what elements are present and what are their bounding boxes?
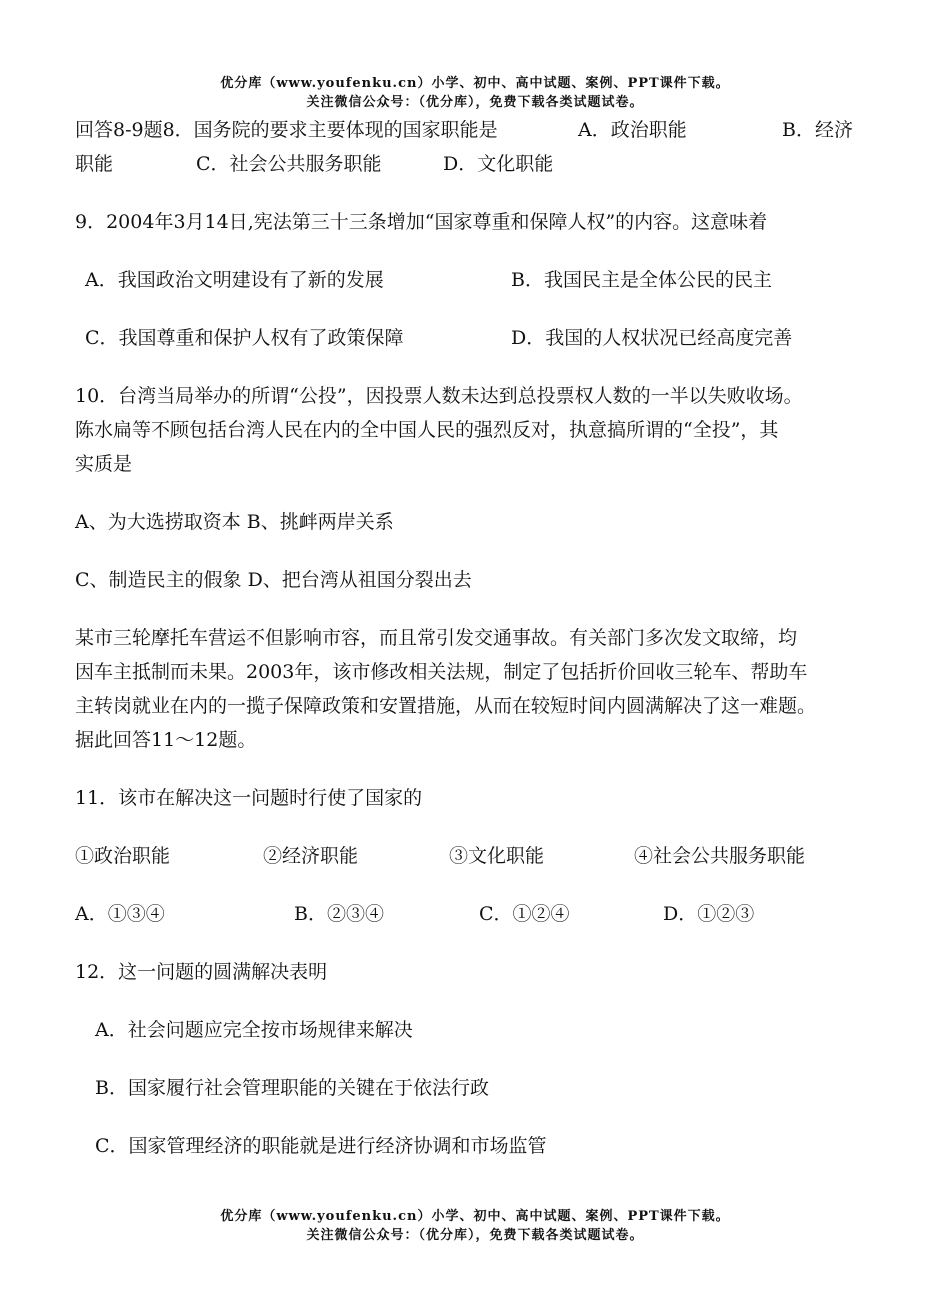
footer-line-2: 关注微信公众号：（优分库），免费下载各类试题试卷。 [306,1228,644,1243]
q8-option-b-cont: 职能 [75,153,114,175]
passage-line-4: 据此回答11～12题。 [75,729,257,751]
q9-option-a: A．我国政治文明建设有了新的发展 [85,269,384,291]
q12-stem: 12．这一问题的圆满解决表明 [75,961,328,983]
q8-stem: 回答8-9题8．国务院的要求主要体现的国家职能是 [75,119,498,141]
q10-options-cd: C、制造民主的假象 D、把台湾从祖国分裂出去 [75,569,472,591]
q10-options-ab: A、为大选捞取资本 B、挑衅两岸关系 [75,511,394,533]
q11-item-2: ②经济职能 [263,845,359,867]
q9-option-c: C．我国尊重和保护人权有了政策保障 [85,327,404,349]
header-line-2: 关注微信公众号：（优分库），免费下载各类试题试卷。 [306,95,644,110]
q11-option-b: B．②③④ [294,903,384,925]
q8-option-d: D．文化职能 [443,153,554,175]
q11-item-3: ③文化职能 [449,845,545,867]
passage-line-2: 因车主抵制而未果。2003年，该市修改相关法规，制定了包括折价回收三轮车、帮助车 [75,661,808,683]
q10-line-2: 陈水扁等不顾包括台湾人民在内的全中国人民的强烈反对，执意搞所谓的“全投”，其 [75,419,779,441]
q10-line-1: 10．台湾当局举办的所谓“公投”，因投票人数未达到总投票权人数的一半以失败收场。 [75,385,803,407]
q11-option-a: A．①③④ [75,903,165,925]
q9-stem: 9．2004年3月14日,宪法第三十三条增加“国家尊重和保障人权”的内容。这意味着 [75,211,768,233]
passage-line-3: 主转岗就业在内的一揽子保障政策和安置措施，从而在较短时间内圆满解决了这一难题。 [75,695,817,717]
passage-line-1: 某市三轮摩托车营运不但影响市容，而且常引发交通事故。有关部门多次发文取缔，均 [75,627,798,649]
q8-option-b: B．经济 [782,119,853,141]
header-line-1: 优分库（www.youfenku.cn）小学、初中、高中试题、案例、PPT课件下载。 [220,76,730,91]
q12-option-a: A．社会问题应完全按市场规律来解决 [95,1019,413,1041]
footer-line-1: 优分库（www.youfenku.cn）小学、初中、高中试题、案例、PPT课件下载。 [220,1209,730,1224]
q11-option-c: C．①②④ [479,903,570,925]
q9-option-d: D．我国的人权状况已经高度完善 [511,327,793,349]
q12-option-c: C．国家管理经济的职能就是进行经济协调和市场监管 [95,1135,547,1157]
q9-option-b: B．我国民主是全体公民的民主 [511,269,772,291]
q8-option-a: A．政治职能 [578,119,687,141]
q11-item-4: ④社会公共服务职能 [634,845,806,867]
q10-line-3: 实质是 [75,453,133,475]
q12-option-b: B．国家履行社会管理职能的关键在于依法行政 [95,1077,489,1099]
q11-item-1: ①政治职能 [75,845,171,867]
q8-option-c: C．社会公共服务职能 [196,153,382,175]
q11-stem: 11．该市在解决这一问题时行使了国家的 [75,787,423,809]
q11-option-d: D．①②③ [663,903,755,925]
